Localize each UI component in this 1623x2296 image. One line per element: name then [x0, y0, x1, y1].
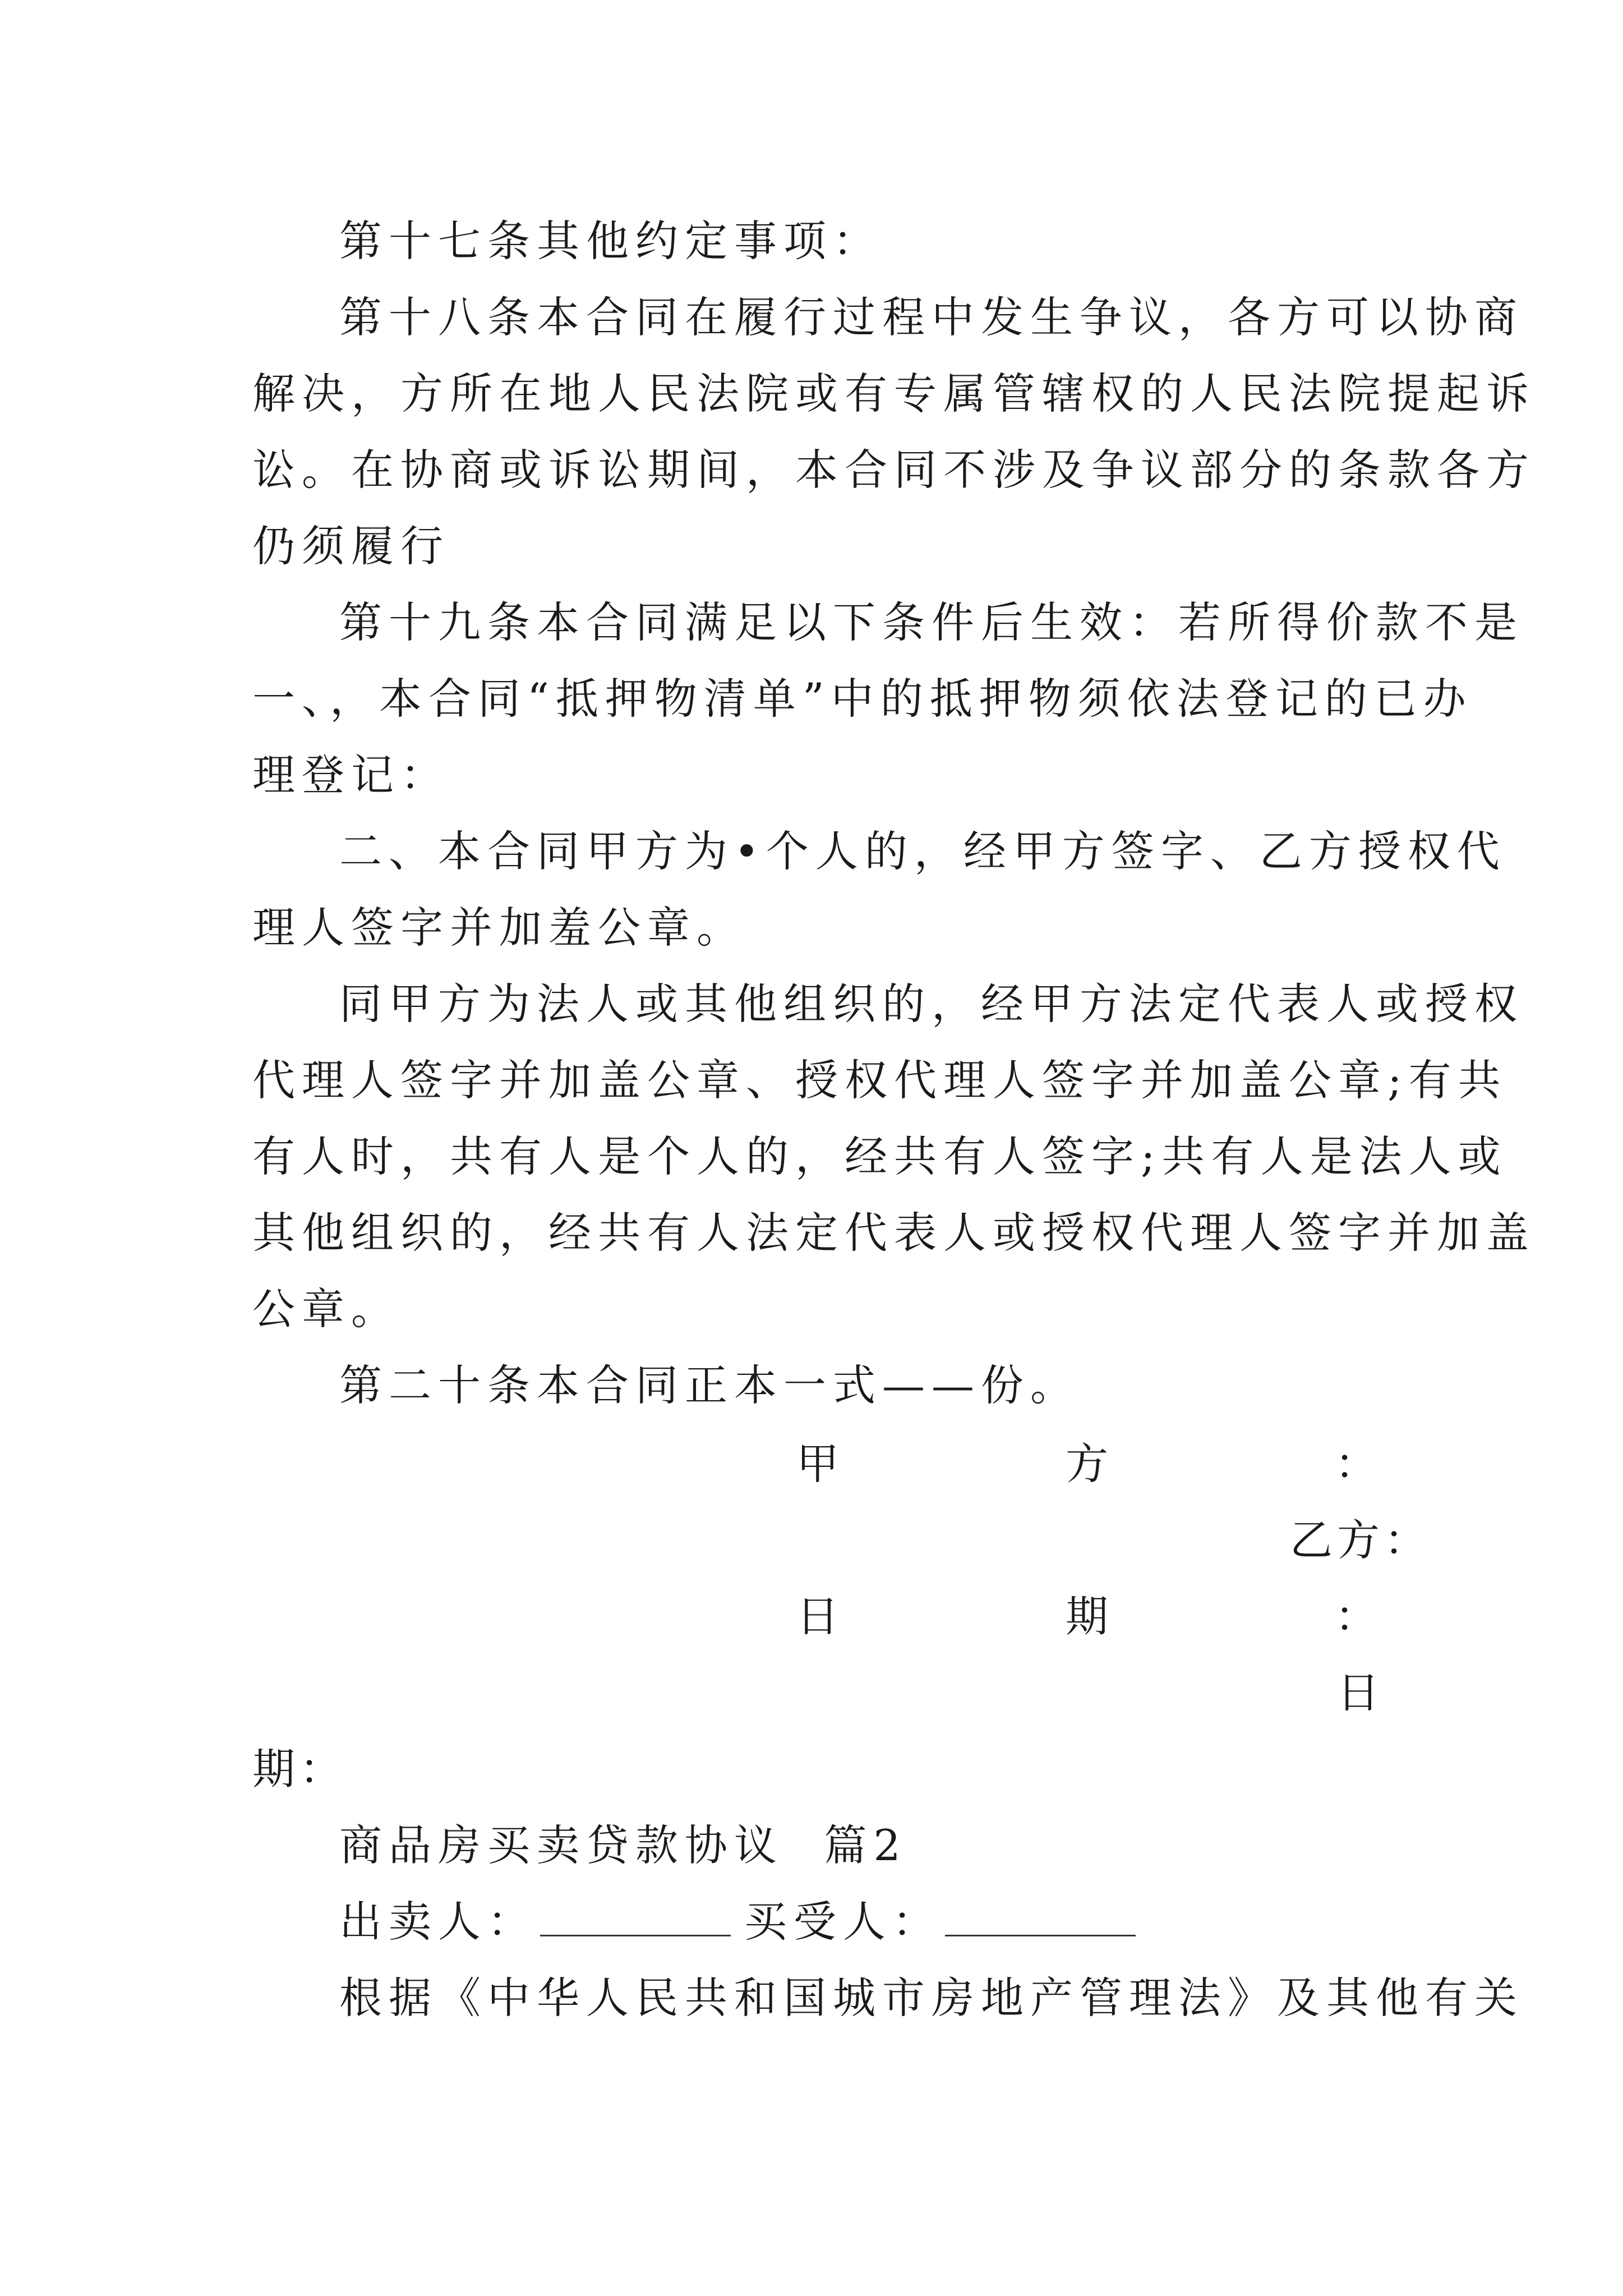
date-char-1: 日	[796, 1591, 839, 1641]
date2-label: 期：	[252, 1744, 347, 1794]
basis-line: 根据《中华人民共和国城市房地产管理法》及其他有关	[339, 1973, 1524, 2023]
parties-line	[339, 1895, 1380, 1949]
legal-person-line-5: 公章。	[252, 1284, 400, 1334]
article-20-line-1: 第二十条本合同正本一式——份。	[339, 1360, 1080, 1410]
article-19-line-2: 一、，本合同“抵押物清单”中的抵押物须依法登记的已办	[252, 674, 1473, 724]
legal-person-line-2: 代理人签字并加盖公章、授权代理人签字并加盖公章;有共	[252, 1055, 1507, 1105]
article-19-line-3: 理登记：	[252, 750, 450, 800]
article-17-line-1: 第十七条其他约定事项：	[339, 216, 882, 266]
article-18-line-3: 讼。在协商或诉讼期间，本合同不涉及争议部分的条款各方	[252, 445, 1536, 495]
article-18-line-1: 第十八条本合同在履行过程中发生争议，各方可以协商	[339, 292, 1524, 342]
seller-label: 出卖人：	[339, 1897, 537, 1947]
article-19-line-1: 第十九条本合同满足以下条件后生效：若所得价款不是	[339, 597, 1524, 647]
item-2-line-1: 二、本合同甲方为•个人的，经甲方签字、乙方授权代	[339, 826, 1506, 876]
item-2-line-2: 理人签字并加羞公章。	[252, 903, 746, 953]
legal-person-line-4: 其他组织的，经共有人法定代表人或授权代理人签字并加盖	[252, 1208, 1536, 1258]
buyer-blank	[945, 1895, 1136, 1936]
date-colon: ：	[1335, 1591, 1377, 1641]
seller-blank	[540, 1895, 731, 1936]
buyer-label: 买受人：	[744, 1897, 942, 1947]
legal-person-line-3: 有人时，共有人是个人的，经共有人签字;共有人是法人或	[252, 1131, 1507, 1181]
legal-person-line-1: 同甲方为法人或其他组织的，经甲方法定代表人或授权	[339, 979, 1524, 1029]
date2-char: 日	[1337, 1668, 1380, 1718]
party-a-char-2: 方	[1066, 1439, 1108, 1489]
party-b-label: 乙方：	[1290, 1515, 1431, 1565]
article-18-line-4: 仍须履行	[252, 521, 450, 571]
article-18-line-2: 解决，方所在地人民法院或有专属管辖权的人民法院提起诉	[252, 369, 1536, 418]
section-2-title: 商品房买卖贷款协议 篇2	[339, 1820, 907, 1870]
date-char-2: 期	[1066, 1591, 1108, 1641]
party-a-colon: ：	[1335, 1439, 1377, 1489]
party-a-char-1: 甲	[796, 1439, 839, 1489]
